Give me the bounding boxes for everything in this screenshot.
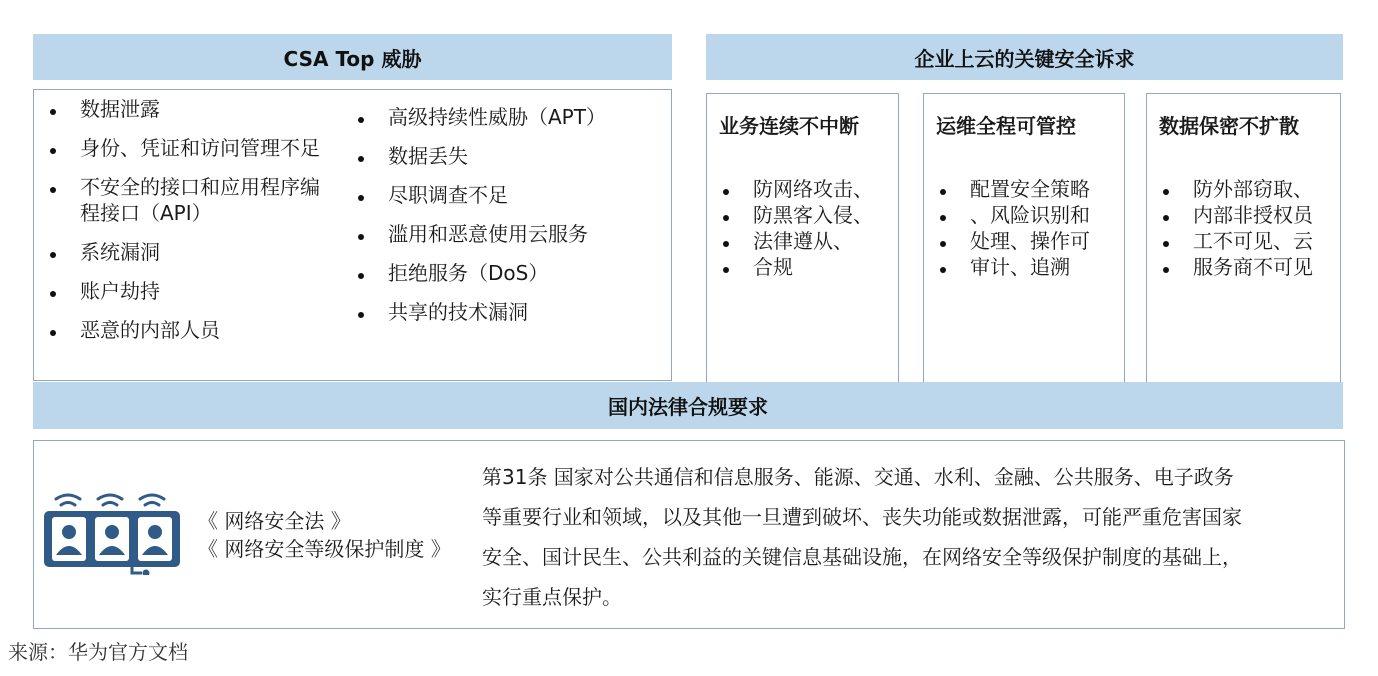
csa-left-list: [34, 96, 354, 356]
cloud-title: 企业上云的关键安全诉求: [914, 46, 1135, 71]
list-item: 内部非授权员: [1147, 202, 1313, 228]
list-item: 身份、凭证和访问管理不足: [34, 135, 336, 161]
list-item: 工不可见、云: [1147, 228, 1313, 254]
csa-panel: [33, 89, 672, 381]
article-line: 实行重点保护。: [482, 585, 622, 609]
list-item: 防网络攻击、: [707, 176, 873, 202]
list-item: 防外部窃取、: [1147, 176, 1313, 202]
card-title: 数据保密不扩散: [1159, 114, 1299, 138]
source-note: 来源：华为官方文档: [8, 640, 188, 664]
card-title: 业务连续不中断: [719, 114, 859, 138]
article-line: 安全、国计民生、公共利益的关键信息基础设施，在网络安全等级保护制度的基础上，: [482, 545, 1242, 569]
article-line: 等重要行业和领域，以及其他一旦遭到破坏、丧失功能或数据泄露，可能严重危害国家: [482, 505, 1242, 529]
list-item: 账户劫持: [34, 278, 354, 304]
network-monitor-icon: [42, 489, 182, 575]
cloud-card-ops: [923, 93, 1125, 383]
list-item: 法律遵从、: [707, 228, 873, 254]
article-31-text: [482, 457, 1342, 617]
list-item: 审计、追溯: [924, 254, 1090, 280]
list-item: 合规: [707, 254, 873, 280]
csa-header: [33, 34, 672, 80]
cloud-card-continuity: [706, 93, 899, 383]
list-item: 数据泄露: [34, 96, 354, 122]
list-item: 不安全的接口和应用程序编程接口（API）: [34, 174, 336, 226]
csa-right-list: [342, 104, 672, 338]
law-name: 《 网络安全等级保护制度 》: [198, 537, 451, 561]
cloud-header: [706, 34, 1343, 80]
card-list: [924, 176, 1090, 280]
law-names: [198, 507, 451, 563]
law-panel: [33, 440, 1345, 629]
cloud-card-data: [1146, 93, 1341, 383]
list-item: 共享的技术漏洞: [342, 299, 672, 325]
list-item: 数据丢失: [342, 143, 672, 169]
list-item: 系统漏洞: [34, 239, 354, 265]
list-item: 拒绝服务（DoS）: [342, 260, 672, 286]
list-item: 尽职调查不足: [342, 182, 672, 208]
list-item: 滥用和恶意使用云服务: [342, 221, 672, 247]
list-item: 配置安全策略: [924, 176, 1090, 202]
card-list: [707, 176, 873, 280]
law-name: 《 网络安全法 》: [198, 509, 351, 533]
list-item: 恶意的内部人员: [34, 317, 354, 343]
law-header: [33, 382, 1343, 429]
list-item: 服务商不可见: [1147, 254, 1313, 280]
list-item: 高级持续性威胁（APT）: [342, 104, 672, 130]
csa-title: CSA Top 威胁: [283, 46, 422, 71]
article-line: 第31条 国家对公共通信和信息服务、能源、交通、水利、金融、公共服务、电子政务: [482, 465, 1234, 489]
law-title: 国内法律合规要求: [608, 395, 768, 419]
card-list: [1147, 176, 1313, 280]
list-item: 、风险识别和: [924, 202, 1090, 228]
list-item: 防黑客入侵、: [707, 202, 873, 228]
card-title: 运维全程可管控: [936, 114, 1076, 138]
list-item: 处理、操作可: [924, 228, 1090, 254]
